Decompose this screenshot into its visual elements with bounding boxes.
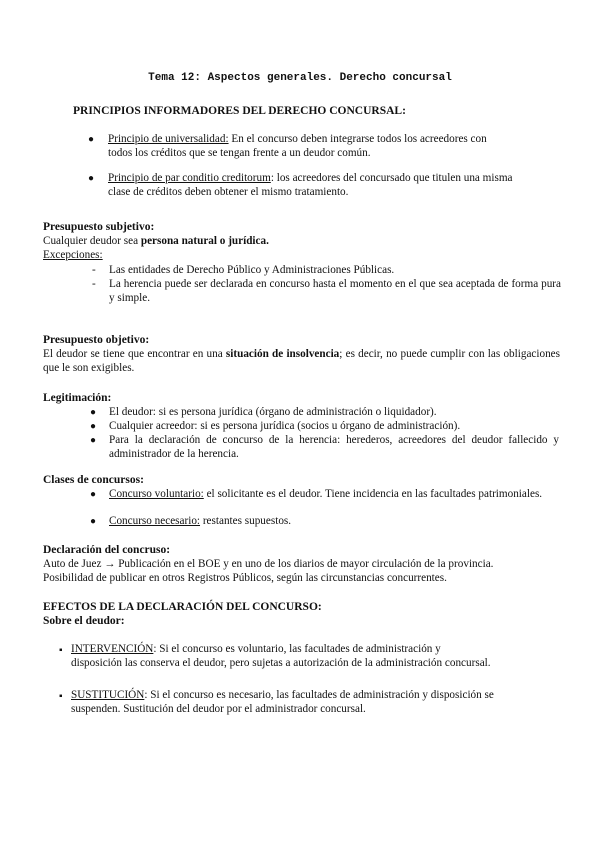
bullet-icon: ● [88, 173, 95, 184]
bullet-icon: ▪ [59, 645, 63, 656]
subjetivo-line-bold: persona natural o jurídica. [140, 235, 269, 247]
bullet-icon: ● [90, 435, 97, 446]
efectos-heading: EFECTOS DE LA DECLARACIÓN DEL CONCURSO: [43, 601, 322, 613]
principio-universalidad [108, 132, 508, 160]
excepcion-item: Las entidades de Derecho Público y Administraciones Públicas. [109, 264, 395, 276]
bullet-icon: ● [90, 407, 97, 418]
bullet-icon: ● [90, 489, 97, 500]
bullet-icon: ▪ [59, 691, 63, 702]
excepcion-item: La herencia puede ser declarada en concurso hasta el momento en el que sea aceptada de forma pura y simple. [109, 278, 561, 304]
clase-necesario [109, 514, 549, 528]
subjetivo-line-pre: Cualquier deudor sea [43, 235, 141, 247]
efecto-sustitucion-term: SUSTITUCIÓN [71, 689, 145, 701]
bullet-icon: ● [90, 516, 97, 527]
declaracion-line1: Auto de Juez → Publicación en el BOE y en uno de los diarios de mayor circulación de la provincia. [43, 558, 494, 570]
principio-par-conditio [108, 171, 523, 199]
clases-heading: Clases de concursos: [43, 474, 144, 486]
subjetivo-heading: Presupuesto subjetivo: [43, 221, 155, 233]
efecto-sustitucion-text: : Si el concurso es necesario, las facultades de administración y disposición se suspenden. Sustitución del deudor por el administrador concursal. [71, 689, 494, 715]
efecto-intervencion [71, 642, 491, 670]
principio-universalidad-text: En el concurso deben integrarse todos los acreedores con todos los créditos que se tengan frente a un deudor común. [108, 133, 487, 159]
objetivo-text-pre: El deudor se tiene que encontrar en una [43, 348, 226, 360]
principio-par-conditio-term: Principio de par conditio creditorum [108, 172, 271, 184]
objetivo-text [43, 347, 560, 375]
efectos-subheading: Sobre el deudor: [43, 615, 125, 627]
clase-necesario-text: restantes supuestos. [200, 515, 292, 527]
declaracion-line2: Posibilidad de publicar en otros Registros Públicos, según las circunstancias concurrentes. [43, 572, 447, 584]
efecto-intervencion-text: : Si el concurso es voluntario, las facultades de administración y disposición las conserva el deudor, pero sujetas a autorización de la administración concursal. [71, 643, 491, 669]
objetivo-text-bold: situación de insolvencia [225, 348, 340, 360]
legitimacion-item: El deudor: si es persona jurídica (órgano de administración o liquidador). [109, 406, 437, 418]
clase-voluntario-term: Concurso voluntario: [109, 488, 204, 500]
clase-voluntario-text: el solicitante es el deudor. Tiene incidencia en las facultades patrimoniales. [203, 488, 543, 500]
bullet-icon: ● [90, 421, 97, 432]
principios-heading: PRINCIPIOS INFORMADORES DEL DERECHO CONCURSAL: [73, 105, 406, 117]
objetivo-heading: Presupuesto objetivo: [43, 334, 150, 346]
principio-par-conditio-text: : los acreedores del concursado que titulen una misma clase de créditos deben obtener el mismo tratamiento. [108, 172, 513, 198]
declaracion-heading: Declaración del concruso: [43, 544, 171, 556]
objetivo-text-post: ; es decir, no puede cumplir con las obligaciones que le son exigibles. [43, 348, 560, 374]
legitimacion-item: Para la declaración de concurso de la herencia: herederos, acreedores del deudor fallecido y administrador de la herencia. [109, 434, 559, 460]
bullet-icon: ● [88, 134, 95, 145]
efecto-intervencion-term: INTERVENCIÓN [71, 643, 154, 655]
efecto-sustitucion [71, 688, 531, 716]
clase-necesario-term: Concurso necesario: [109, 515, 201, 527]
excepciones-label: Excepciones: [43, 249, 103, 261]
dash-bullet: - [92, 264, 96, 276]
subjetivo-line [43, 234, 269, 248]
legitimacion-item: Cualquier acreedor: si es persona jurídica (socios u órgano de administración). [109, 420, 461, 432]
page-title: Tema 12: Aspectos generales. Derecho concursal [148, 72, 452, 84]
principio-universalidad-term: Principio de universalidad: [108, 133, 229, 145]
clase-voluntario [109, 487, 549, 501]
dash-bullet: - [92, 278, 96, 290]
legitimacion-heading: Legitimación: [43, 392, 112, 404]
